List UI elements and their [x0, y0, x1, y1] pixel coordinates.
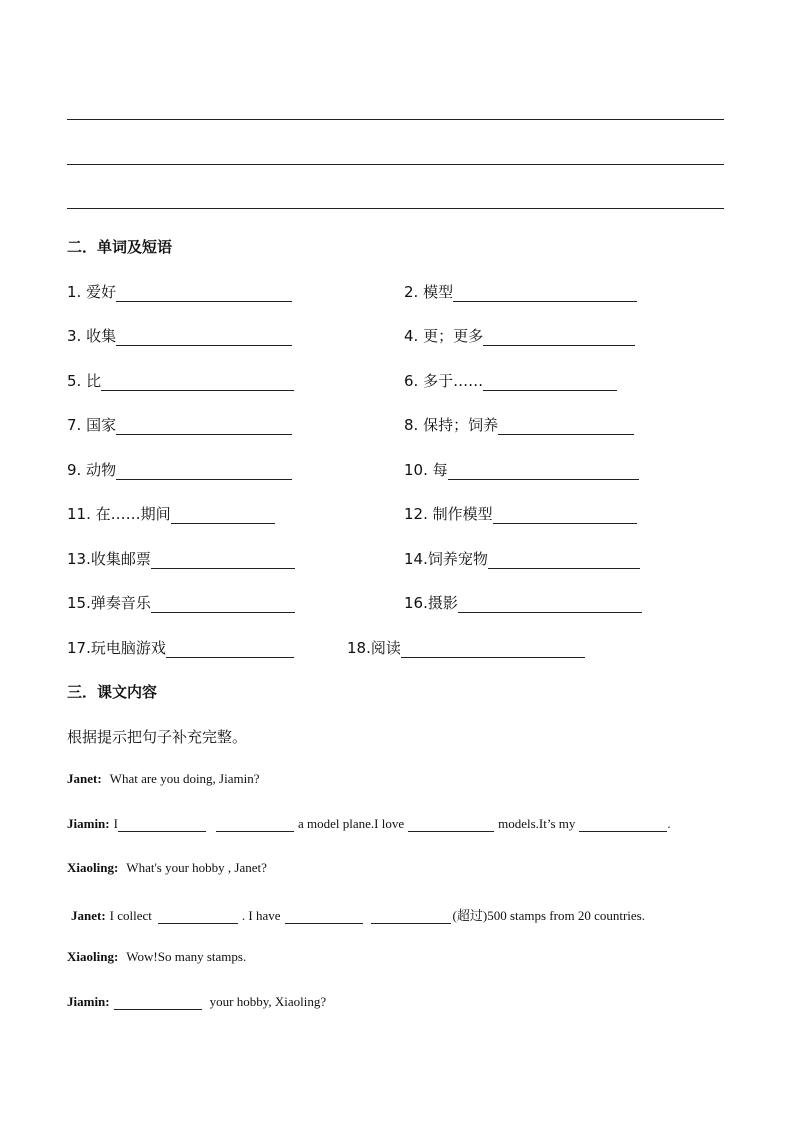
- vocab-item-8: 8. 保持；饲养: [404, 414, 634, 435]
- vocab-item-13: 13.收集邮票: [67, 548, 295, 569]
- vocab-item-7: 7. 国家: [67, 414, 292, 435]
- answer-blank[interactable]: [453, 287, 637, 302]
- vocab-item-14: 14.饲养宠物: [404, 548, 640, 569]
- answer-blank[interactable]: [401, 643, 585, 658]
- answer-blank[interactable]: [151, 598, 295, 613]
- answer-blank[interactable]: [498, 420, 634, 435]
- answer-blank[interactable]: [579, 819, 667, 832]
- answer-blank[interactable]: [116, 287, 292, 302]
- speaker-name: Xiaoling:: [67, 949, 119, 964]
- vocab-item-2: 2. 模型: [404, 281, 637, 302]
- vocab-item-16: 16.摄影: [404, 592, 642, 613]
- answer-blank[interactable]: [158, 911, 238, 924]
- vocab-item-1: 1. 爱好: [67, 281, 292, 302]
- answer-blank[interactable]: [285, 911, 363, 924]
- answer-blank[interactable]: [483, 331, 635, 346]
- section-3-title: 三．课文内容: [67, 683, 158, 701]
- vocab-item-11: 11. 在……期间: [67, 503, 275, 524]
- answer-blank[interactable]: [116, 465, 292, 480]
- vocab-item-17: 17.玩电脑游戏: [67, 637, 294, 658]
- vocab-item-5: 5. 比: [67, 370, 294, 391]
- answer-blank[interactable]: [483, 376, 617, 391]
- answer-blank[interactable]: [458, 598, 642, 613]
- answer-blank[interactable]: [118, 819, 206, 832]
- dialogue-line-3: Xiaoling: What's your hobby , Janet?: [67, 860, 267, 875]
- answer-blank[interactable]: [116, 331, 292, 346]
- vocab-item-10: 10. 每: [404, 459, 639, 480]
- vocab-item-18: 18.阅读: [347, 637, 585, 658]
- dialogue-line-1: Janet: What are you doing, Jiamin?: [67, 771, 260, 786]
- answer-blank[interactable]: [488, 554, 640, 569]
- answer-blank[interactable]: [151, 554, 295, 569]
- vocab-item-3: 3. 收集: [67, 325, 292, 346]
- answer-blank[interactable]: [493, 509, 637, 524]
- dialogue-line-2: Jiamin: I a model plane.I love models.It’s my .: [67, 816, 671, 831]
- vocab-item-6: 6. 多于……: [404, 370, 617, 391]
- answer-blank[interactable]: [101, 376, 294, 391]
- speaker-name: Janet:: [67, 771, 102, 786]
- speaker-name: Jiamin:: [67, 816, 110, 831]
- dialogue-line-4: Janet: I collect . I have (超过)500 stamps from 20 countries.: [71, 908, 645, 923]
- section-2-title: 二．单词及短语: [67, 238, 173, 256]
- answer-blank[interactable]: [216, 819, 294, 832]
- answer-blank[interactable]: [166, 643, 294, 658]
- answer-blank[interactable]: [408, 819, 494, 832]
- answer-line-2: [67, 164, 724, 165]
- answer-blank[interactable]: [114, 997, 202, 1010]
- dialogue-line-5: Xiaoling: Wow!So many stamps.: [67, 949, 247, 964]
- speaker-name: Jiamin:: [67, 994, 110, 1009]
- answer-blank[interactable]: [171, 509, 275, 524]
- answer-blank[interactable]: [116, 420, 292, 435]
- vocab-item-9: 9. 动物: [67, 459, 292, 480]
- answer-line-1: [67, 119, 724, 120]
- answer-line-3: [67, 208, 724, 209]
- speaker-name: Janet:: [71, 908, 106, 923]
- vocab-item-4: 4. 更；更多: [404, 325, 635, 346]
- answer-blank[interactable]: [448, 465, 639, 480]
- vocab-item-15: 15.弹奏音乐: [67, 592, 295, 613]
- vocab-item-12: 12. 制作模型: [404, 503, 637, 524]
- answer-blank[interactable]: [371, 911, 451, 924]
- dialogue-line-6: Jiamin: your hobby, Xiaoling?: [67, 994, 327, 1009]
- speaker-name: Xiaoling:: [67, 860, 119, 875]
- instruction-text: 根据提示把句子补充完整。: [67, 728, 248, 746]
